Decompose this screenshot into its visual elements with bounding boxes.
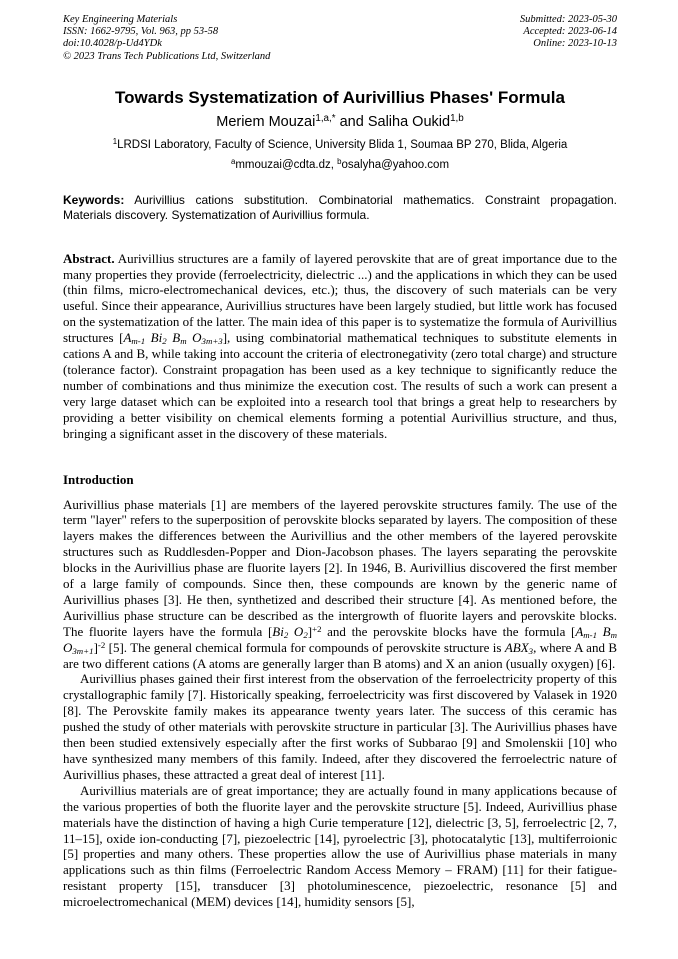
intro-paragraph-2: Aurivillius phases gained their first interest from the observation of the ferroelectricity property of this crystallographic family [7]. Historically speaking, ferroelectricity was first discovered by Valasek in 1920 [8]. The Perovskite family makes its appearance twenty years later. The success of this ceramic has pushed the study of other materials with perovskite structure in particular [3]. The Aurivillius phases have then been studied extensively especially after the first works of Subbarao [9] and Smolenskii [10] who have synthesized many members of this family. Indeed, after they discovered the ferroelectric nature of Aurivillius phases, these attracted a great deal of interest [11]. bbox=[63, 671, 617, 782]
authors-line: Meriem Mouzai$^{1,a,*}$ and Saliha Oukid$^{1,b}$ bbox=[216, 113, 464, 130]
abstract-paragraph: Abstract. Aurivillius structures are a family of layered perovskite that are of great importance due to the many properties they provide (ferroelectricity, dielectric ...) and the applications in which they can be used (thin films, micro-electromechanical devices, etc.); thus, the discovery of such materials can be very useful. Since their appearance, Aurivillius structures have been largely studied, but little work has focused on the systematization of the latter. The main idea of this paper is to systematize the formula of Aurivillius structures [$A_{m-1}$ $Bi_2$ $B_m$ $O_{3m+3}$], using combinatorial mathematical techniques to substitute elements in cations A and B, while taking into account the criteria of electronegativity (zero total charge) and structure (tolerance factor). Constraint propagation has been used as a key technique to significantly reduce the number of combinations and thus minimize the execution cost. The results of such a work can present a very large dataset which can be exploited into a research tool that brings a great help to researchers by providing a better visibility on chemical elements forming a potential Aurivillius structure, and thus, bringing a significant asset in the discovery of these materials. bbox=[63, 250, 618, 441]
online-date: Online: 2023-10-13 bbox=[533, 38, 617, 50]
accepted-date: Accepted: 2023-06-14 bbox=[523, 26, 617, 38]
page-header bbox=[63, 14, 617, 63]
intro-paragraph-3: Aurivillius materials are of great importance; they are actually found in many applications because of the various properties of both the fluorite layer and the perovskite structure [5]. Indeed, Aurivillius phase materials have the distinction of having a high Curie temperature [12], dielectric [3, 5], ferroelectric [2, 7, 11–15], oxide ion-conducting [7], piezoelectric [14], pyroelectric [3], photocatalytic [13], multiferroionic [5] properties and many others. These properties allow the use of Aurivillius phase materials in many applications such as thin films (Ferroelectric Random Access Memory – FRAM) [11] for their fatigue-resistant property [15], transducer [3] photoluminescence, piezoelectric, resonance [5] and microelectromechanical (MEM) devices [14], humidity sensors [5], bbox=[63, 782, 617, 910]
dates-block bbox=[520, 14, 617, 63]
issn-volume-pages: ISSN: 1662-9795, Vol. 963, pp 53-58 bbox=[63, 26, 219, 38]
journal-name: Key Engineering Materials bbox=[63, 14, 178, 25]
submitted-date: Submitted: 2023-05-30 bbox=[519, 14, 617, 25]
intro-paragraph-1: Aurivillius phase materials [1] are members of the layered perovskite structures family. The use of the term "layer" refers to the superposition of perovskite blocks separated by layers. The composition of these layers makes the differences between the Aurivillius and the other members of the layered perovskite structures such as Ruddlesden-Popper and Dion-Jacobson phases. The layers separating the perovskite blocks in the Aurivillius phase are fluorite layers [2]. In 1946, B. Aurivillius discovered the first member of a large family of compounds. Since then, these compounds are known by the generic name of Aurivillius phases [3]. He then, synthetized and described their structure [4]. As mentioned before, the Aurivillius phase structure can be described as the intergrowth of fluorite layers and perovskite blocks. The fluorite layers have the formula [$Bi_2$ $O_2]^{+2}$ and the perovskite blocks have the formula [$A_{m-1}$ $B_m$ $O_{3m+1}]^{-2}$ [5]. The general chemical formula for compounds of perovskite structure is $ABX_3$, where A and B are two different cations (A atoms are generally larger than B atoms) and X an anion (usually oxygen) [6]. bbox=[63, 496, 617, 671]
journal-info-block bbox=[63, 14, 270, 63]
affiliation-line: $^1$LRDSI Laboratory, Faculty of Science, University Blida 1, Soumaa BP 270, Blida, Algeria bbox=[112, 137, 568, 151]
copyright-notice: © 2023 Trans Tech Publications Ltd, Switzerland bbox=[63, 50, 271, 62]
introduction-heading: Introduction bbox=[63, 471, 134, 487]
author-emails: $^a$mmouzai@cdta.dz, $^b$osalyha@yahoo.com bbox=[230, 157, 450, 171]
paper-title: Towards Systematization of Aurivillius Phases' Formula bbox=[115, 87, 565, 107]
keywords-paragraph: Keywords: Aurivillius cations substitution. Combinatorial mathematics. Constraint propagation. Materials discovery. Systematization of Aurivillius formula. bbox=[63, 192, 617, 223]
doi: doi:10.4028/p-Ud4YDk bbox=[63, 38, 162, 50]
